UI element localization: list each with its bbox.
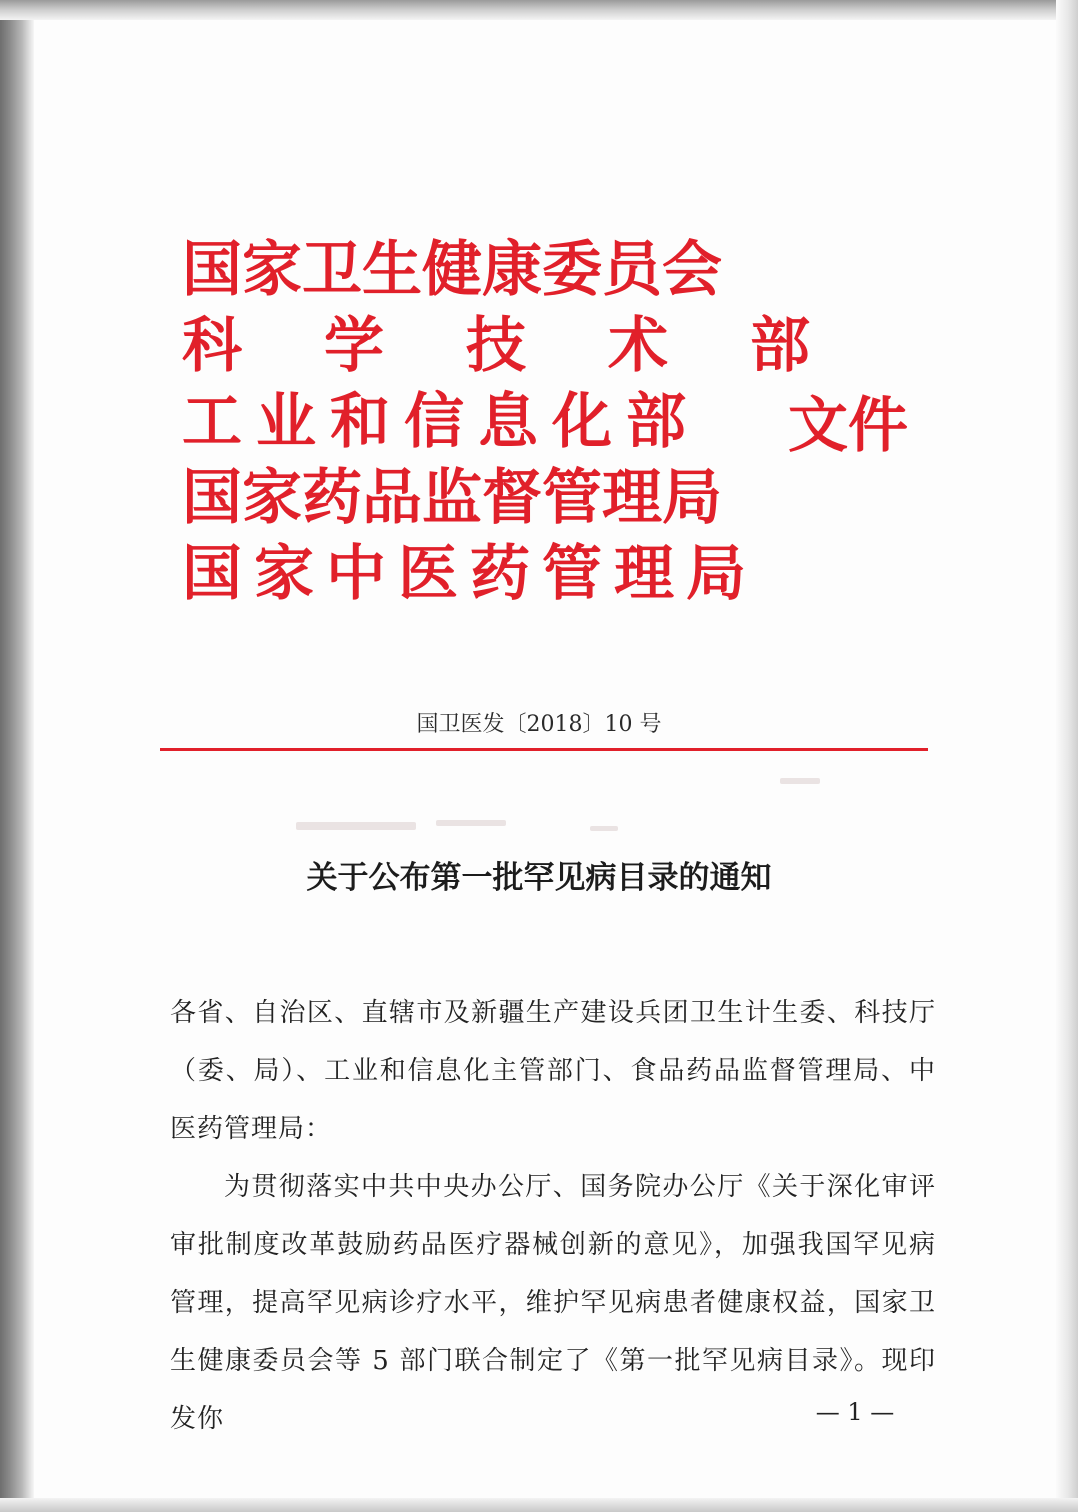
body-paragraph: 为贯彻落实中共中央办公厅、国务院办公厅《关于深化审评审批制度改革鼓励药品医疗器械创新的意见》，加强我国罕见病管理，提高罕见病诊疗水平，维护罕见病患者健康权益，国家卫生健康委员会等 5 部门联合制定了《第一批罕见病目录》。现印发你	[170, 1172, 936, 1434]
issuer-natcm: 国家中医药管理局	[182, 539, 758, 609]
page-number: — 1 —	[815, 1398, 895, 1426]
document-number: 国卫医发〔2018〕10 号	[416, 712, 662, 737]
scan-noise	[296, 822, 416, 830]
issuer-miit: 工业和信息化部	[182, 387, 700, 457]
salutation-paragraph: 各省、自治区、直辖市及新疆生产建设兵团卫生计生委、科技厅（委、局）、工业和信息化主管部门、食品药品监督管理局、中医药管理局：	[170, 998, 936, 1144]
scan-shadow-right	[1056, 0, 1078, 1512]
scan-noise	[436, 820, 506, 826]
scan-shadow-bottom	[0, 1498, 1078, 1512]
red-separator-line	[160, 748, 928, 751]
document-body	[170, 984, 936, 1448]
issuing-authorities	[182, 232, 892, 612]
scan-noise	[780, 778, 820, 784]
document-type-label: 文件	[788, 391, 908, 461]
scan-noise	[590, 826, 618, 831]
issuer-most: 科学技术部	[182, 311, 892, 381]
scan-shadow-left	[0, 0, 34, 1512]
scan-shadow-top	[0, 0, 1078, 20]
issuer-nhc: 国家卫生健康委员会	[182, 235, 722, 305]
issuer-nmpa: 国家药品监督管理局	[182, 463, 722, 533]
document-title: 关于公布第一批罕见病目录的通知	[306, 860, 772, 896]
